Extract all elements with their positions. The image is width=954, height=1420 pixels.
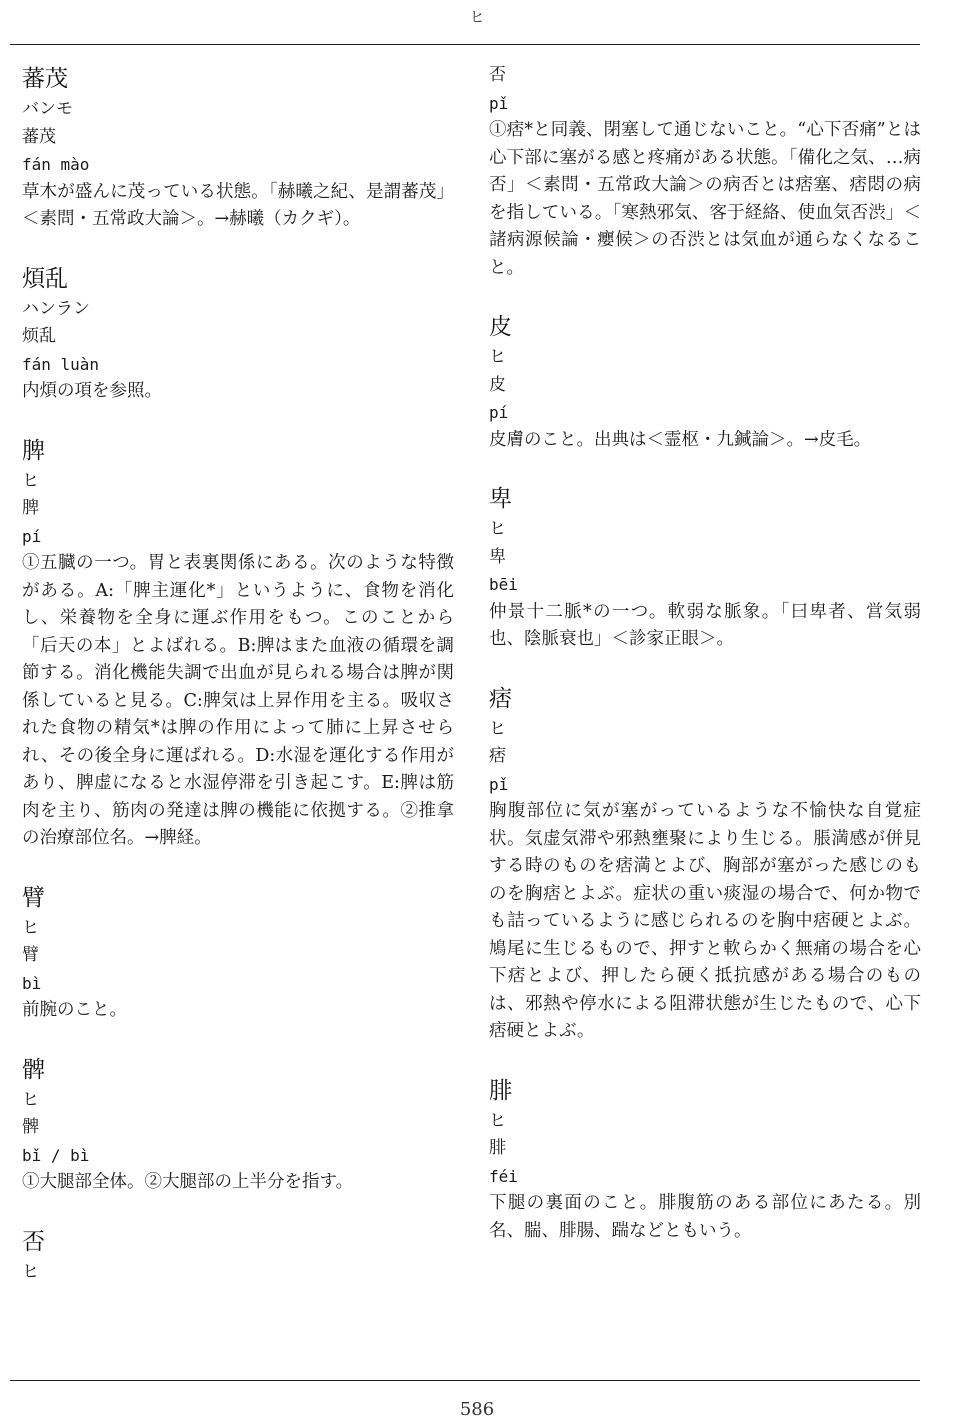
entry-definition: 下腿の裏面のこと。腓腹筋のある部位にあたる。別名、腨、腓腸、踹などともいう。 [489,1193,921,1241]
entry-pinyin: bì [22,973,42,993]
left-column [22,62,454,1314]
entry-pinyin: pí [489,403,509,422]
right-column [489,62,921,1273]
entry-reading: ヒ [22,1261,39,1282]
entry-simplified: 腓 [489,1138,506,1158]
entry-definition: ①大腿部全体。②大腿部の上半分を指す。 [22,1172,354,1192]
entry-simplified: 髀 [22,1117,39,1137]
entry-pinyin: féi [489,1166,518,1186]
entry-headword: 煩乱 [22,265,68,292]
footer-rule [10,1380,920,1381]
header-rule [10,44,920,45]
entry-headword: 臂 [22,884,45,911]
entry [22,262,454,406]
entry-headword: 蕃茂 [22,66,68,92]
entry [22,1053,454,1197]
entry-simplified: 皮 [489,374,506,395]
entry-headword: 腓 [489,1077,512,1104]
entry-reading: ヒ [489,519,506,539]
entry-reading: ハンラン [22,298,90,319]
entry-definition: ①痞*と同義、閉塞して通じないこと。“心下否痛”とは心下部に塞がる感と疼痛がある状態。「備化之気、…病否」＜素問・五常政大論＞の病否とは痞塞、痞悶の病を指している。「寒熱邪気、客于経絡、使血気否渋」＜諸病源候論・癭候＞の否渋とは気血が通らなくなること。 [489,120,921,278]
entry-definition: 草木が盛んに茂っている状態。「赫曦之紀、是謂蕃茂」＜素問・五常政大論＞。→赫曦（カクギ）。 [22,181,454,229]
entry-headword: 痞 [489,685,512,712]
entry [489,1074,921,1246]
entry-simplified: 脾 [22,498,39,518]
entry-simplified: 卑 [489,546,506,567]
running-head: ヒ [469,8,485,26]
entry-headword: 否 [22,1228,45,1255]
entry-pinyin: pǐ [489,774,509,794]
entry [22,1225,454,1287]
entry [489,310,921,454]
entry-headword: 脾 [22,437,45,464]
entry-reading: ヒ [22,470,39,491]
entry-pinyin: bǐ / bì [22,1145,90,1165]
entry-definition: 仲景十二脈*の一つ。軟弱な脈象。「曰卑者、営気弱也、陰脈衰也」＜診家正眼＞。 [489,601,921,649]
entry-headword: 髀 [22,1056,45,1083]
entry-reading: ヒ [489,1110,506,1131]
entry [22,881,454,1025]
entry-pinyin: bēi [489,575,518,594]
entry-pinyin: fán mào [22,155,90,174]
entry-definition: 前腕のこと。 [22,1000,127,1020]
entry-definition: 皮膚のこと。出典は＜霊枢・九鍼論＞。→皮毛。 [489,429,872,450]
entry-pinyin: pí [22,526,42,546]
entry-continued [489,62,921,282]
entry-simplified: 臂 [22,945,39,965]
entry-pinyin: fán luàn [22,354,100,374]
entry-headword: 卑 [489,486,512,512]
entry-headword: 皮 [489,314,512,340]
entry-simplified: 烦乱 [22,326,56,346]
entry [489,482,921,654]
entry-definition: ①五臓の一つ。胃と表裏関係にある。次のような特徴がある。A:「脾主運化*」というように、食物を消化し、栄養物を全身に運ぶ作用をもつ。このことから「后天の本」とよばれる。B:脾はまた血液の循環を調節する。消化機能失調で出血が見られる場合は脾が関係していると見る。C:脾気は上昇作用を主る。吸収された食物の精気*は脾の作用によって肺に上昇させられ、その後全身に運ばれる。D:水湿を運化する作用があり、脾虚になると水湿停滞を引き起こす。E:脾は筋肉を主り、筋肉の発達は脾の機能に依拠する。②推拿の治療部位名。→脾経。 [22,553,454,848]
entry-reading: ヒ [489,718,506,739]
entry-definition: 内煩の項を参照。 [22,381,162,401]
entry-reading: ヒ [489,347,506,367]
entry-reading: ヒ [22,1089,39,1110]
entry [489,682,921,1046]
entry-simplified: 痞 [489,746,506,766]
entry-definition: 胸腹部位に気が塞がっているような不愉快な自覚症状。気虚気滞や邪熱壅聚により生じる。脹満感が併見する時のものを痞満とよび、胸部が塞がった感じのものを胸痞とよぶ。症状の重い痰湿の場合で、何か物でも詰っているように感じられるのを胸中痞硬とよぶ。鳩尾に生じるもので、押すと軟らかく無痛の場合を心下痞とよび、押したら硬く抵抗感がある場合のものは、邪熱や停水による阻滞状態が生じたもので、心下痞硬とよぶ。 [489,801,921,1041]
entry-reading: バンモ [22,99,73,119]
entry-simplified: 蕃茂 [22,126,56,147]
entry-pinyin: pǐ [489,93,509,113]
entry-simplified: 否 [489,65,506,85]
page-number: 586 [459,1399,495,1420]
entry [22,434,454,853]
entry [22,62,454,234]
entry-reading: ヒ [22,917,39,938]
